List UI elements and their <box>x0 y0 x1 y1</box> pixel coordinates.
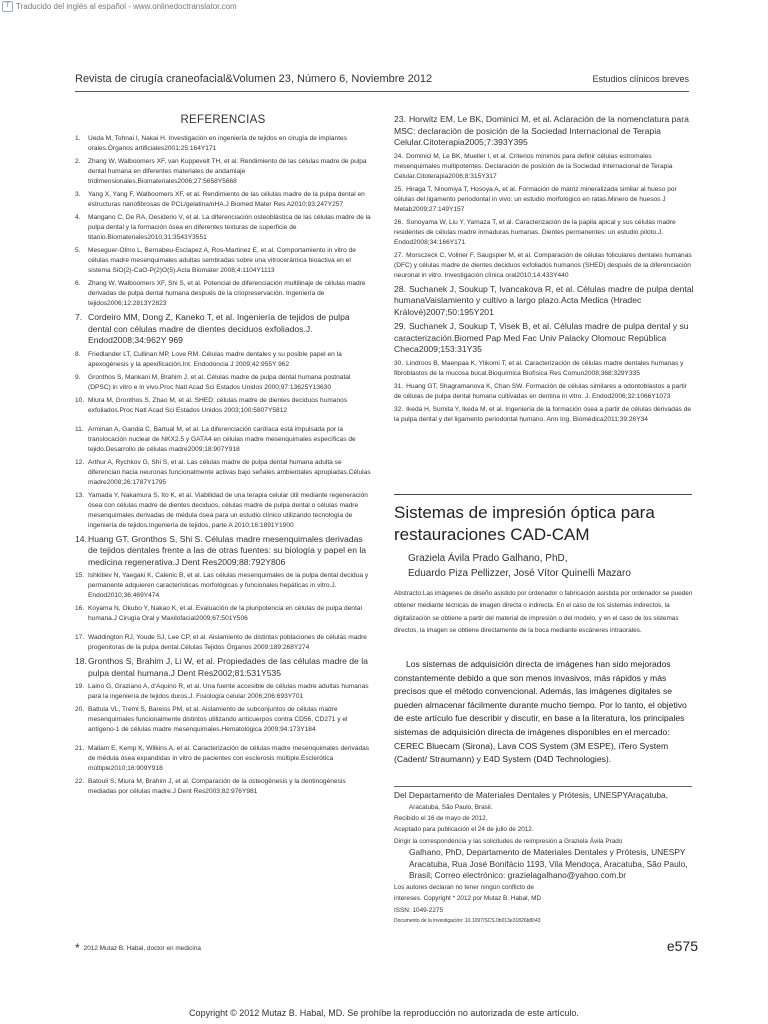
reference-text: Laino G, Graziano A, d'Aquino R, et al. Una fuente accesible de células madre adultas humanas para la ingeniería de tejidos duros.J. Fisiología celular 2006;206:693Y701 <box>88 683 369 700</box>
reference-number: 5. <box>75 247 81 254</box>
reference-text: Suchanek J, Soukup T, Ivancakova R, et al. Células madre de pulpa dental humanaVaislamiento y cultivo a largo plazo.Acta Medica (Hradec Králové)2007;50:195Y201 <box>394 283 694 317</box>
reference-text: Huang GT, Gronthos S, Shi S. Células madre mesenquimales derivadas de tejidos dentales frente a las de otras fuentes: su biología y papel en la medicina regenerativa.J Dent Res2009;88:792Y806 <box>88 533 367 567</box>
reference-item <box>75 777 371 797</box>
reference-item <box>75 491 371 531</box>
reference-text: Yamada Y, Nakamura S, Ito K, et al. Viabilidad de una terapia celular útil mediante regeneración ósea con células madre de dientes deciduos, células madre de pulpa dental o células madre mesenquimales derivadas de médula ósea para un estudio clínico utilizando tecnología de ingeniería de tejidos.Ingeniería de tejidos, parte A 2010;16:1891Y1900 <box>88 491 368 529</box>
reference-number: 28. <box>394 283 406 294</box>
reference-item <box>394 218 694 248</box>
author-line-2: Eduardo Piza Pellizzer, José Vítor Quinelli Mazaro <box>408 568 631 579</box>
footnote-text: 2012 Mutaz B. Habal, doctor en medicina <box>83 944 201 952</box>
reference-number: 19. <box>75 683 85 690</box>
reference-text: Dominici M, Le BK, Mueller I, et al. Criterios mínimos para definir células estromales mesenquimales multipotentes. Declaración de posición de la Sociedad Internacional de Terapia Celular.Citoterapia2006;8:315Y317 <box>394 152 673 180</box>
reference-text: Sonoyama W, Liu Y, Yamaza T, et al. Caracterización de la papila apical y sus células madre residentes de células madre inmaduras humanas. Dientes permanentes: un estudio piloto.J. Endod2008;34:166Y171 <box>394 218 676 246</box>
reference-item <box>75 279 371 309</box>
reference-text: Batouli S, Miura M, Brahim J, et al. Comparación de la osteogénesis y la dentinogénesis mediadas por células madre.J Dent Res2003;82:976Y981 <box>88 778 346 795</box>
reference-number: 23. <box>394 114 406 124</box>
reference-text: Yang X, Yang F, Walboomers XF, et al. Rendimiento de las células madre de la pulpa dental en estructuras nanofibrosas de PCL/gelatina/nHA.J Biomed Mater Res A2010;93:247Y257 <box>88 191 365 208</box>
left-column <box>75 110 371 800</box>
reference-text: Ikeda H, Sumita Y, Ikeda M, et al. Ingeniería de la formación ósea a partir de células derivadas de la pulpa dental y del ligamento periodontal humano. Ann Ing. Biomédica2011;39:26Y34 <box>394 405 692 423</box>
reference-number: 29. <box>394 321 406 331</box>
reference-item <box>394 382 694 402</box>
reference-item <box>75 425 371 455</box>
reference-number: 12. <box>75 458 85 466</box>
accepted-date: Aceptado para publicación el 24 de julio de 2012. <box>394 826 534 834</box>
translator-bar-text[interactable]: Traducido del inglés al español - www.onlinedoctranslator.com <box>16 1 237 11</box>
reference-text: Hiraga T, Ninomiya T, Hosoya A, et al. Formación de matriz mineralizada similar al hueso por células del ligamento periodontal in vivo: un estudio morfológico en ratas.Minero de huesos J Metab2009;27:149Y157 <box>394 185 677 213</box>
reference-item <box>75 571 371 601</box>
reference-text: Horwitz EM, Le BK, Dominici M, et al. Aclaración de la nomenclatura para MSC: declaración de posición de la Sociedad Internacional de Terapia Celular.Citoterapia2005;7:393Y395 <box>394 114 689 147</box>
reference-number: 21. <box>75 745 85 752</box>
reference-number: 14. <box>75 533 87 544</box>
reference-item <box>75 246 371 276</box>
section-label: Estudios clínicos breves <box>592 74 689 84</box>
correspondence-address: Galhano, PhD, Departamento de Materiales Dentales y Prótesis, UNESPY Aracatuba, Rua José Bonifácio 1193, Vila Mendoça, Aracatuba, São Paulo, Brasil; Correo electrónico: grazielagalhano@yahoo.com.br <box>409 847 688 881</box>
reference-number: 4. <box>75 214 81 221</box>
reference-number: 24. <box>394 152 404 160</box>
reference-text: Koyama N, Okubo Y, Nakao K, et al. Evaluación de la pluripotencia en células de pulpa dental humana.J Cirugía Oral y Maxilofacial2009;67:501Y506 <box>88 605 362 622</box>
reference-number: 7. <box>75 312 83 322</box>
reference-item <box>75 682 371 702</box>
reference-text: Gronthos S, Mankani M, Brahim J, et al. Células madre de pulpa dental humana postnatal (DPSC) in vitro e in vivo.Proc Natl Acad Sci Estados Unidos 2000;97:13625Y13630 <box>88 373 351 391</box>
right-column-references <box>394 114 694 428</box>
reference-item <box>75 604 371 624</box>
reference-list-left <box>75 134 371 797</box>
references-heading: REFERENCIAS <box>180 114 266 126</box>
issn: ISSN: 1049-2275 <box>394 906 444 914</box>
reference-text: Cordeiro MM, Dong Z, Kaneko T, et al. Ingeniería de tejidos de pulpa dental con células madre de dientes deciduos exfoliados.J. Endod2008;34:962Y 969 <box>88 312 350 345</box>
reference-item <box>394 152 694 182</box>
reference-item <box>75 458 371 488</box>
reference-number: 20. <box>75 706 85 713</box>
reference-number: 9. <box>75 373 81 381</box>
reference-number: 11. <box>75 425 84 433</box>
affiliation-city: Aracatuba, São Paulo, Brasil. <box>409 803 493 811</box>
reference-item <box>394 114 694 149</box>
reference-number: 32. <box>394 405 404 413</box>
reference-number: 3. <box>75 191 81 198</box>
reference-number: 8. <box>75 350 81 358</box>
reference-text: Suchanek J, Soukup T, Visek B, et al. Células madre de pulpa dental y su caracterización.Biomed Pap Med Fac Univ Palacky Olomouc República Checa2009;153:31Y35 <box>394 321 689 354</box>
reference-text: Meseguer-Olmo L, Bernabeu-Esclapez A, Ros-Martinez E, et al. Comportamiento in vitro de células madre mesenquimales adultas sembradas sobre una vitrocerámica bioactiva en el sistema SiO(2)-CaO-P(2)O(5).Acta Biomater 2008;4:1104Y1113 <box>88 247 356 274</box>
reference-item <box>75 373 371 393</box>
translator-logo-icon: T <box>2 1 13 12</box>
reference-number: 27. <box>394 251 404 259</box>
reference-number: 1. <box>75 135 81 142</box>
reference-item <box>394 405 694 425</box>
reference-item <box>75 396 371 416</box>
reference-number: 16. <box>75 605 85 612</box>
reference-number: 18. <box>75 656 87 666</box>
reference-item <box>75 190 371 210</box>
page-number: e575 <box>666 938 698 954</box>
reference-list-right <box>394 114 694 425</box>
reference-number: 31. <box>394 382 404 390</box>
reference-item <box>394 284 694 319</box>
reference-text: Gronthos S, Brahim J, Li W, et al. Propiedades de las células madre de la pulpa dental humana.J Dent Res2002;81:531Y535 <box>88 656 368 678</box>
correspondence-intro: Dirigir la correspondencia y las solicitudes de reimpresión a Graziela Ávila Prado <box>394 837 623 845</box>
reference-item <box>75 134 371 154</box>
header-divider <box>75 91 689 92</box>
reference-text: Mallam E, Kemp K, Wilkins A, et al. Caracterización de células madre mesenquimales derivadas de médula ósea expandidas in vitro de pacientes con esclerosis múltiple.Esclerótica múltiple2010;16:909Y918 <box>88 745 370 772</box>
reference-number: 25. <box>394 185 404 193</box>
reference-text: Miura M, Gronthos S, Zhao M, et al. SHED: células madre de dientes deciduos humanos exfoliados.Proc Natl Acad Sci Estados Unidos 2003;100:5807Y5812 <box>88 396 348 414</box>
journal-title: Revista de cirugía craneofacial&Volumen 23, Número 6, Noviembre 2012 <box>75 73 433 85</box>
article-divider <box>394 494 692 495</box>
reference-number: 30. <box>394 359 404 367</box>
reference-item <box>75 157 371 187</box>
affiliation-divider <box>394 786 692 787</box>
copyright-footer: Copyright © 2012 Mutaz B. Habal, MD. Se prohíbe la reproducción no autorizada de este artículo. <box>189 1008 579 1018</box>
body-paragraph: Los sistemas de adquisición directa de imágenes han sido mejorados constantemente debido a que son menos invasivos, más rápidos y más precisos que el método convencional. Además, las imágenes digitales se pueden almacenar fácilmente durante mucho tiempo. Por lo tanto, el objetivo de este artículo fue describir y discutir, en base a la literatura, los principales sistemas de adquisición directa de imágenes disponibles en el mercado: CEREC Bluecam (Sirona), Lava COS System (3M ESPE), iTero System (Cadent/ Straumann) y E4D System (D4D Technologies). <box>394 659 687 765</box>
author-line-1: Graziela Ávila Prado Galhano, PhD, <box>408 553 568 564</box>
reference-item <box>75 213 371 243</box>
reference-item <box>394 321 694 356</box>
reference-text: Battula VL, Treml S, Bareiss PM, et al. Aislamiento de subconjuntos de células madre mesenquimales funcionalmente distintos utilizando anticuerpos contra CD56, CD271 y el antígeno-1 de células madre mesenquimales.Hematológica 2009;94:173Y184 <box>88 706 348 733</box>
article-title: Sistemas de impresión óptica para restauraciones CAD-CAM <box>394 503 655 544</box>
reference-item <box>75 350 371 370</box>
reference-text: Zhang W, Walboomers XF, Shi S, et al. Potencial de diferenciación multilinaje de células madre derivadas de pulpa dental humana después de la criopreservación. Ingeniería de tejidos2006;12:2813Y2823 <box>88 280 366 307</box>
abstract: Abstracto:Las imágenes de diseño asistido por ordenador o fabricación asistida por ordenador se pueden obtener mediante técnicas de imagen directa o indirecta. En el caso de los sistemas indirectos, la digitalización se obtiene a partir del material de impresión o del modelo, y en el caso de los sistemas directos, la imagen se obtiene directamente de la boca mediante escáneres intraorales. <box>394 590 693 635</box>
reference-number: 10. <box>75 396 85 404</box>
reference-number: 15. <box>75 572 85 579</box>
reference-item <box>75 656 371 679</box>
reference-number: 17. <box>75 634 85 641</box>
reference-text: Waddington RJ, Youde SJ, Lee CP, et al. Aislamiento de distintas poblaciones de células madre progenitoras de la pulpa dental.Células Tejidos Órganos 2009;189:268Y274 <box>88 634 367 651</box>
reference-item <box>394 185 694 215</box>
reference-number: 13. <box>75 491 85 499</box>
reference-text: Friedlander LT, Cullinan MP, Love RM. Células madre dentales y su posible papel en la apexogénesis y la apexificación.Int. Endodoncia J 2009;42:955Y 962 <box>88 350 342 368</box>
reference-text: Zhang W, Walboomers XF, van Kuppevelt TH, et al. Rendimiento de las células madre de pulpa dental humana en diferentes materiales de andamiaje tridimensionales.Biomateriales2006;27:5658Y5668 <box>88 158 367 185</box>
reference-number: 2. <box>75 158 81 165</box>
reference-text: Ueda M, Tohnai I, Nakai H. Investigación en ingeniería de tejidos en cirugía de implantes orales.Órganos artificiales2001;25:164Y171 <box>88 135 348 152</box>
reference-text: Lindroos B, Maenpaa K, Ylikomi T, et al. Caracterización de células madre dentales humanas y fibroblastos de la mucosa bucal.Bioquímica Biofísica Res Comun2008;368:329Y335 <box>394 359 684 377</box>
affiliation-dept: Del Departamento de Materiales Dentales y Prótesis, UNESPYAraçatuba, <box>394 790 669 800</box>
reference-item <box>394 251 694 281</box>
reference-item <box>75 705 371 735</box>
reference-text: Arthur A, Rychkov G, Shi S, et al. Las células madre de pulpa dental humana adulta se diferencian hacia neuronas funcionalmente activas bajo señales ambientales apropiadas.Células madre2008;26:1787Y1795 <box>88 458 371 486</box>
reference-text: Morsczeck C, Vollner F, Saugspier M, et al. Comparación de células foliculares dentales humanas (DFC) y células madre de dientes deciduos exfoliados humanos (SHED) después de la diferenciación neuronal in vitro. Investigación clínica oral2010;14:433Y440 <box>394 251 692 279</box>
asterisk-icon: * <box>75 941 80 955</box>
reference-number: 22. <box>75 778 85 785</box>
received-date: Recibido el 16 de mayo de 2012. <box>394 815 488 822</box>
reference-item <box>75 633 371 653</box>
doi: Documento de la investigación: 10.1097/SCS.0b013e31826b8043 <box>394 918 541 925</box>
reference-item <box>75 312 371 347</box>
reference-number: 26. <box>394 218 404 226</box>
reference-text: Huang GT, Shagramanova K, Chan SW. Formación de células similares a odontoblastos a partir de células de pulpa dental humana cultivadas en dentina in vitro. J. Endod2006;32:1066Y1073 <box>394 382 687 400</box>
reference-item <box>394 359 694 379</box>
affiliation-block <box>394 790 694 928</box>
author-list <box>408 551 698 581</box>
translator-bar[interactable] <box>0 0 237 12</box>
reference-text: Ishkitiev N, Yaegaki K, Calenic B, et al. Las células mesenquimales de la pulpa dental decidua y permanente adquieren características morfológicas y funcionales hepáticas in vitro.J. Endod2010;36:469Y474 <box>88 572 369 599</box>
reference-text: Mangano C, De RA, Desiderio V, et al. La diferenciación osteoblástica de las células madre de la pulpa dental y la formación ósea en diferentes texturas de superficie de titanio.Biomateriales2010;31:3543Y3551 <box>88 214 371 241</box>
running-header <box>75 73 689 87</box>
reference-text: Arminan A, Gandia C, Bartual M, et al. La diferenciación cardíaca está impulsada por la translocación nuclear de NKX2.5 y GATA4 en células madre mesenquimales específicas de tejido.Desarrollo de células madre2009;18:907Y918 <box>88 425 356 453</box>
reference-number: 6. <box>75 280 81 287</box>
conflict-statement: Los autores declaran no tener ningún conflicto de <box>394 884 534 891</box>
reference-item <box>75 744 371 774</box>
footnote <box>75 941 201 955</box>
reference-item <box>75 534 371 569</box>
copyright-statement: intereses. Copyright * 2012 por Mutaz B. Habal, MD <box>394 895 542 903</box>
